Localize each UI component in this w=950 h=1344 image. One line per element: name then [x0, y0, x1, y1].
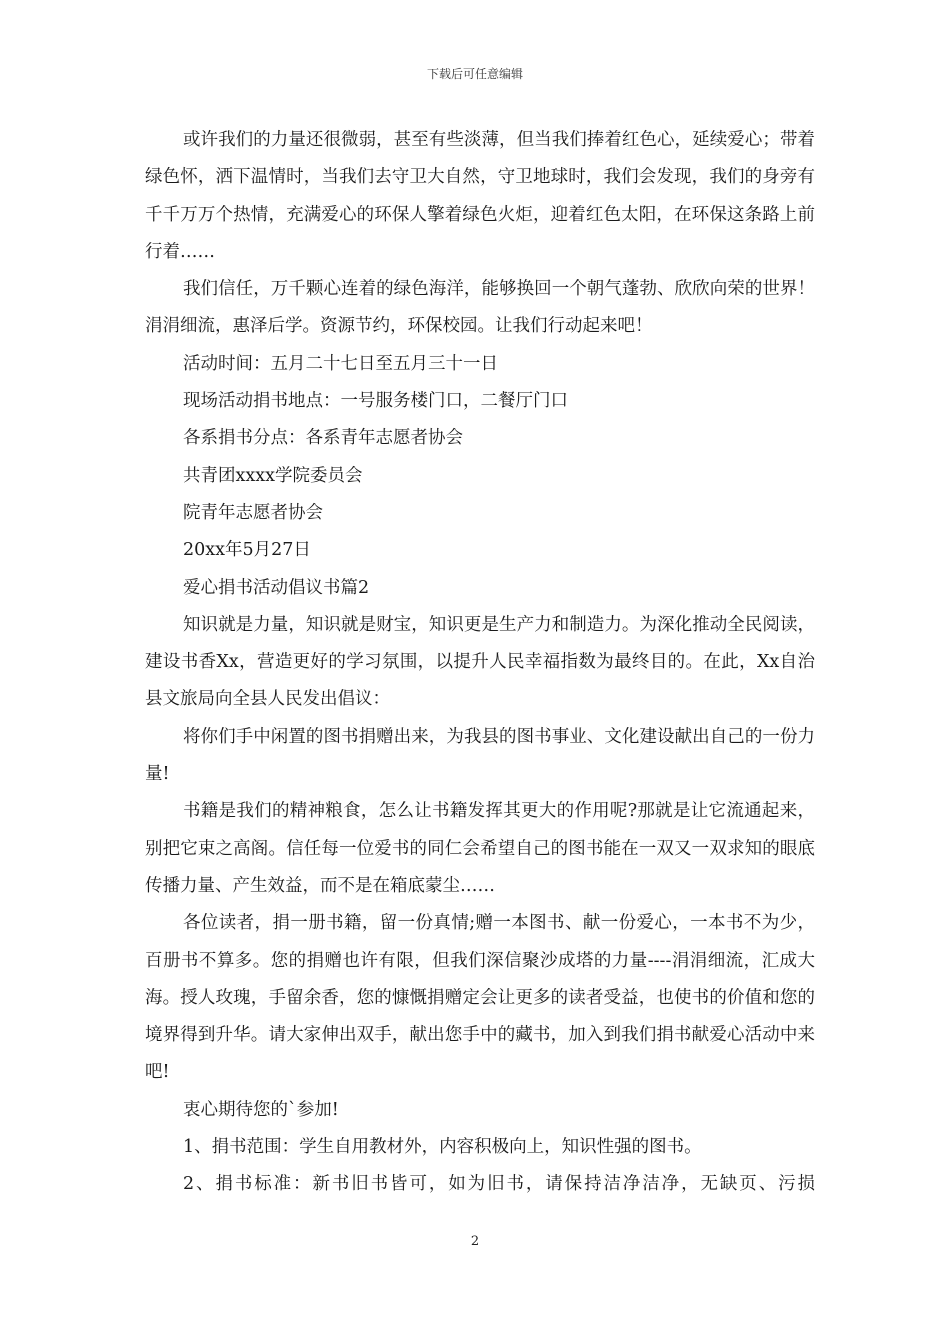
- paragraph: 知识就是力量，知识就是财宝，知识更是生产力和制造力。为深化推动全民阅读，建设书香Xx，营造更好的学习氛围，以提升人民幸福指数为最终目的。在此，Xx自治县文旅局向全县人民发出倡议：: [145, 614, 815, 710]
- signature-date: 20xx年5月27日: [183, 540, 311, 561]
- activity-time: 活动时间：五月二十七日至五月三十一日: [183, 353, 498, 374]
- section-heading: 爱心捐书活动倡议书篇2: [183, 577, 370, 598]
- paragraph: 将你们手中闲置的图书捐赠出来，为我县的图书事业、文化建设献出自己的一份力量!: [145, 726, 815, 785]
- paragraph: 各位读者，捐一册书籍，留一份真情;赠一本图书、献一份爱心，一本书不为少，百册书不算多。您的捐赠也许有限，但我们深信聚沙成塔的力量----涓涓细流，汇成大海。授人玫瑰，手留余香，您的慷慨捐赠定会让更多的读者受益，也使书的价值和您的境界得到升华。请大家伸出双手，献出您手中的藏书，加入到我们捐书献爱心活动中来吧!: [145, 913, 815, 1083]
- paragraph: 衷心期待您的`参加!: [183, 1099, 339, 1120]
- signature-association: 院青年志愿者协会: [183, 502, 323, 523]
- page-number: 2: [470, 1234, 480, 1249]
- list-item: 2、捐书标准：新书旧书皆可，如为旧书，请保持洁净洁净，无缺页、污损: [183, 1174, 815, 1195]
- department-points: 各系捐书分点：各系青年志愿者协会: [183, 428, 463, 449]
- signature-organization: 共青团xxxx学院委员会: [183, 465, 363, 486]
- paragraph: 或许我们的力量还很微弱，甚至有些淡薄，但当我们捧着红色心，延续爱心；带着绿色怀，洒下温情时，当我们去守卫大自然，守卫地球时，我们会发现，我们的身旁有千千万万个热情，充满爱心的环保人擎着绿色火炬，迎着红色太阳，在环保这条路上前行着……: [145, 130, 815, 262]
- donation-location: 现场活动捐书地点：一号服务楼门口，二餐厅门口: [183, 391, 568, 412]
- paragraph: 书籍是我们的精神粮食，怎么让书籍发挥其更大的作用呢?那就是让它流通起来，别把它束之高阁。信任每一位爱书的同仁会希望自己的图书能在一双又一双求知的眼底传播力量、产生效益，而不是在箱底蒙尘……: [145, 801, 815, 896]
- list-item: 1、捐书范围：学生自用教材外，内容积极向上，知识性强的图书。: [183, 1137, 702, 1158]
- page-header: 下载后可任意编辑: [426, 67, 523, 81]
- paragraph: 我们信任，万千颗心连着的绿色海洋，能够换回一个朝气蓬勃、欣欣向荣的世界！涓涓细流，惠泽后学。资源节约，环保校园。让我们行动起来吧！: [145, 279, 815, 337]
- document-body: [145, 122, 815, 1204]
